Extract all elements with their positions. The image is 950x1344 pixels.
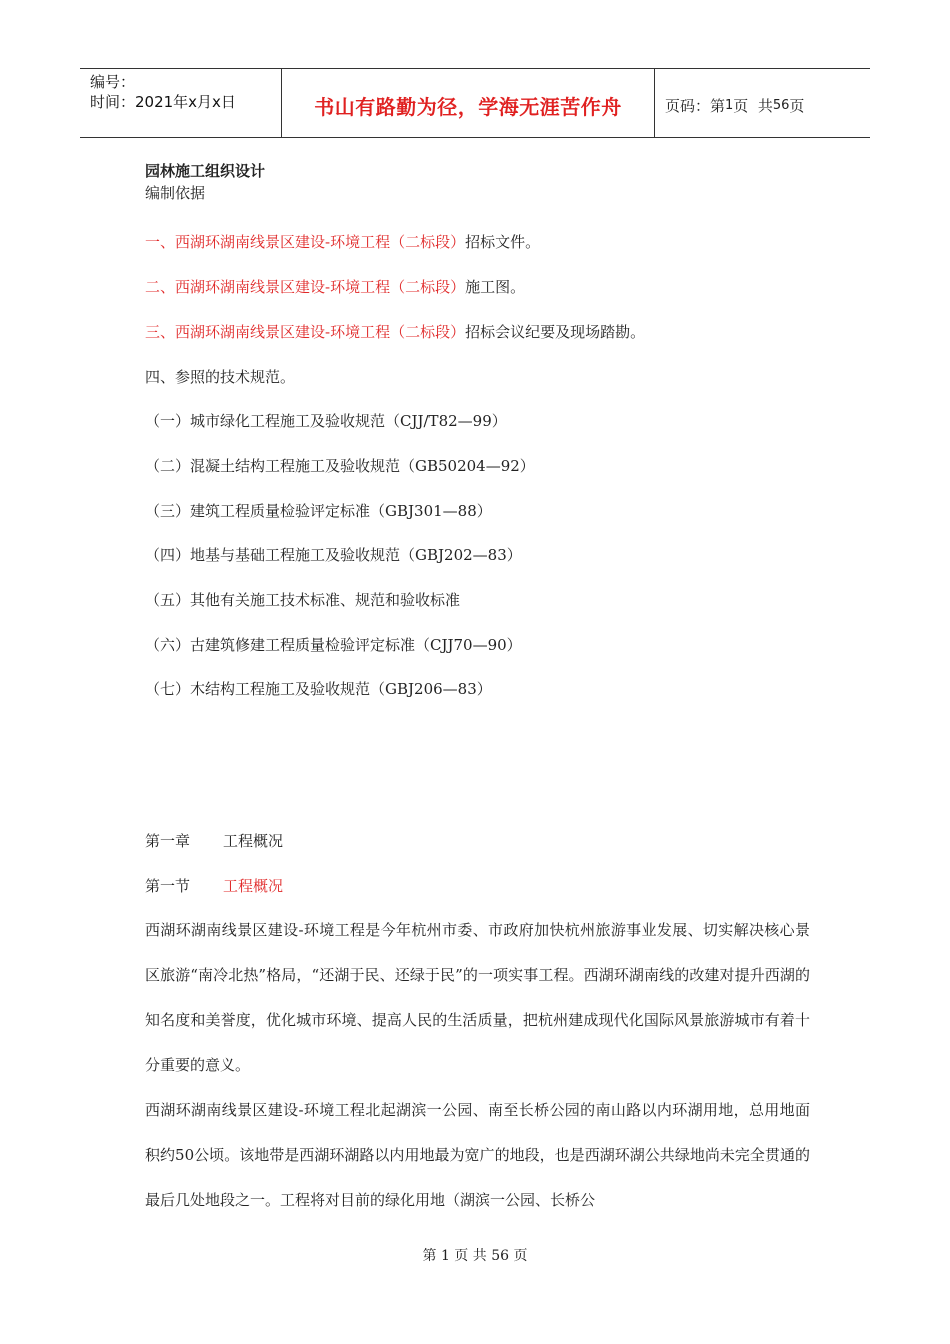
page-header bbox=[80, 68, 870, 138]
spec-item: （三）建筑工程质量检验评定标准（GBJ301—88） bbox=[145, 502, 492, 520]
basis-item-project: 三、西湖环湖南线景区建设-环境工程（二标段） bbox=[145, 323, 466, 341]
page-middle: 页 共 bbox=[733, 96, 773, 115]
document-title: 园林施工组织设计 bbox=[145, 162, 266, 180]
section-heading bbox=[145, 875, 283, 897]
page-suffix: 页 bbox=[789, 96, 805, 115]
section-title: 工程概况 bbox=[223, 877, 284, 895]
doc-number-label: 编号： bbox=[90, 73, 136, 91]
basis-item-project: 一、西湖环湖南线景区建设-环境工程（二标段） bbox=[145, 233, 466, 251]
spec-item: （六）古建筑修建工程质量检验评定标准（CJJ70—90） bbox=[145, 636, 522, 654]
spec-item: （五）其他有关施工技术标准、规范和验收标准 bbox=[145, 591, 461, 609]
chapter-label: 第一章 bbox=[145, 832, 191, 850]
chapter-heading bbox=[145, 830, 283, 852]
spec-item: （七）木结构工程施工及验收规范（GBJ206—83） bbox=[145, 680, 492, 698]
page-total: 56 bbox=[772, 97, 790, 113]
header-page-info bbox=[655, 69, 870, 137]
spec-item: （一）城市绿化工程施工及验收规范（CJJ/T82—99） bbox=[145, 412, 507, 430]
basis-item bbox=[145, 321, 645, 343]
document-subtitle: 编制依据 bbox=[145, 184, 206, 202]
basis-item-text: 招标文件。 bbox=[465, 233, 541, 251]
spec-item: （四）地基与基础工程施工及验收规范（GBJ202—83） bbox=[145, 546, 522, 564]
spec-item: （二）混凝土结构工程施工及验收规范（GB50204—92） bbox=[145, 457, 535, 475]
chapter-title: 工程概况 bbox=[223, 832, 284, 850]
doc-time-label: 时间：2021年x月x日 bbox=[90, 93, 236, 111]
scope-paragraph: 西湖环湖南线景区建设-环境工程北起湖滨一公园、南至长桥公园的南山路以内环湖用地，总用地面积约50公顷。该地带是西湖环湖路以内用地最为宽广的地段，也是西湖环湖公共绿地尚未完全贯通的最后几处地段之一。工程将对目前的绿化用地（湖滨一公园、长桥公 bbox=[145, 1101, 810, 1209]
section-label: 第一节 bbox=[145, 877, 191, 895]
overview-paragraph: 西湖环湖南线景区建设-环境工程是今年杭州市委、市政府加快杭州旅游事业发展、切实解决核心景区旅游“南冷北热”格局，“还湖于民、还绿于民”的一项实事工程。西湖环湖南线的改建对提升西湖的知名度和美誉度，优化城市环境、提高人民的生活质量，把杭州建成现代化国际风景旅游城市有着十分重要的意义。 bbox=[145, 921, 810, 1074]
header-motto: 书山有路勤为径，学海无涯苦作舟 bbox=[314, 94, 622, 119]
page-footer: 第 1 页 共 56 页 bbox=[422, 1248, 528, 1264]
basis-item-text: 施工图。 bbox=[465, 278, 526, 296]
spec-heading: 四、参照的技术规范。 bbox=[145, 368, 296, 386]
document-body bbox=[145, 160, 810, 1209]
basis-item-project: 二、西湖环湖南线景区建设-环境工程（二标段） bbox=[145, 278, 466, 296]
basis-item bbox=[145, 231, 540, 253]
page-prefix: 页码：第 bbox=[665, 96, 726, 115]
header-meta bbox=[80, 69, 281, 137]
basis-item bbox=[145, 276, 525, 298]
page-current: 1 bbox=[725, 97, 734, 113]
basis-item-text: 招标会议纪要及现场踏勘。 bbox=[465, 323, 646, 341]
header-motto-cell bbox=[281, 69, 655, 137]
